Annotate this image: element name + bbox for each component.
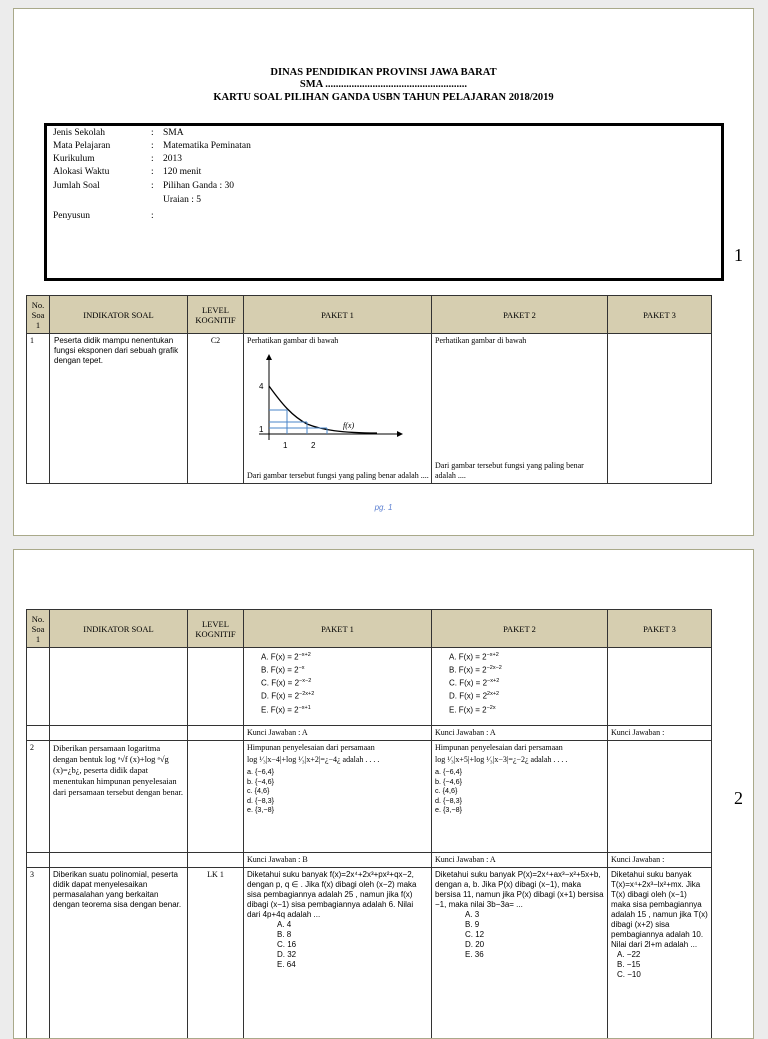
cognitive-level: C2 <box>188 334 244 484</box>
table-row <box>27 334 712 484</box>
paket1-options <box>244 648 432 726</box>
question-table-page-1 <box>26 295 712 484</box>
paket3-options <box>611 950 708 980</box>
option: C. −10 <box>617 970 708 980</box>
option: C. $F(x) = 2^{-x+2}$ <box>435 676 604 689</box>
option: B. $F(x) = 2^{-2x-2}$ <box>435 663 604 676</box>
paket1-options <box>247 920 428 970</box>
question-number: 1 <box>27 334 50 484</box>
graph-x-tick-2: 2 <box>311 441 316 450</box>
header-indikator: INDIKATOR SOAL <box>50 610 188 648</box>
option: b. {−4,6} <box>247 777 428 787</box>
option: e. {3,−8} <box>435 805 604 815</box>
paket2-intro: Perhatikan gambar di bawah <box>435 336 604 346</box>
header-paket1: PAKET 1 <box>244 610 432 648</box>
header-paket3: PAKET 3 <box>608 610 712 648</box>
option: b. {−4,6} <box>435 777 604 787</box>
option: B. 8 <box>277 930 428 940</box>
option: e. {3,−8} <box>247 805 428 815</box>
header-agency: DINAS PENDIDIKAN PROVINSI JAWA BARAT <box>14 67 753 79</box>
question-indicator: Diberikan suatu polinomial, peserta didik dapat menyelesaikan permasalahan yang berkaitan dengan teorema sisa dengan benar. <box>50 868 188 1039</box>
paket2-intro: Himpunan penyelesaian dari persamaan <box>435 743 604 753</box>
graph-x-tick-1: 1 <box>283 441 288 450</box>
graph-y-arrow-icon <box>266 354 272 360</box>
answer-key: Kunci Jawaban : <box>608 726 712 741</box>
table-row <box>27 853 712 868</box>
paket1-intro: Perhatikan gambar di bawah <box>247 336 428 346</box>
paket1-intro: Himpunan penyelesaian dari persamaan <box>247 743 428 753</box>
question-indicator: Peserta didik mampu nenentukan fungsi eksponen dari sebuah grafik dengan tepet. <box>50 334 188 484</box>
paket2-options <box>435 910 604 960</box>
paket2-outro: Dari gambar tersebut fungsi yang paling benar adalah .... <box>435 461 605 481</box>
side-page-number: 1 <box>734 245 743 266</box>
option: C. $F(x) = 2^{-x-2}$ <box>247 676 428 689</box>
exponential-graph <box>247 352 427 452</box>
table-row <box>27 648 712 726</box>
option: B. $F(x) = 2^{-x}$ <box>247 663 428 676</box>
header-title: KARTU SOAL PILIHAN GANDA USBN TAHUN PELAJARAN 2018/2019 <box>14 92 753 104</box>
option: a. {−6,4} <box>247 767 428 777</box>
header-no: No. Soa 1 <box>27 296 50 334</box>
option: E. $F(x) = 2^{-2x}$ <box>435 703 604 716</box>
option: A. 3 <box>465 910 604 920</box>
paket1-cell <box>244 334 432 484</box>
answer-key: Kunci Jawaban : A <box>244 726 432 741</box>
option: E. 36 <box>465 950 604 960</box>
header-level: LEVEL KOGNITIF <box>188 296 244 334</box>
option: D. $F(x) = 2^{2x+2}$ <box>435 689 604 702</box>
option: D. $F(x) = 2^{-2x+2}$ <box>247 689 428 702</box>
school-info-box: Jenis Sekolah : SMA Mata Pelajaran : Matematika Peminatan Kurikulum : 2013 Alokasi Waktu : 120 menit Jumlah Soal : Pilihan Ganda : 30 Uraian : 5 Penyusun : <box>44 123 724 281</box>
option: A. $F(x) = 2^{-x+2}$ <box>247 650 428 663</box>
option: C. 12 <box>465 930 604 940</box>
document-page-1 <box>13 8 754 536</box>
paket3-question: Diketahui suku banyak T(x)=x⁴+2x³−lx²+mx. Jika T(x) dibagi oleh (x−1) maka sisa pembagiannya adalah 15 , namun jika T(x) dibagi (x+2) sisa pembagiannya adalah 10. Nilai dari 2l+m adalah ... <box>611 870 708 950</box>
graph-label-1: 1 <box>259 425 264 434</box>
answer-key: Kunci Jawaban : <box>608 853 712 868</box>
paket1-outro: Dari gambar tersebut fungsi yang paling benar adalah .... <box>247 471 429 481</box>
option: A. −22 <box>617 950 708 960</box>
header-paket2: PAKET 2 <box>432 610 608 648</box>
option: B. 9 <box>465 920 604 930</box>
table-header-row <box>27 610 712 648</box>
table-row <box>27 726 712 741</box>
cognitive-level: LK 1 <box>188 868 244 1039</box>
answer-key: Kunci Jawaban : A <box>432 726 608 741</box>
answer-key: Kunci Jawaban : B <box>244 853 432 868</box>
option: D. 32 <box>277 950 428 960</box>
graph-x-arrow-icon <box>397 431 403 437</box>
option: E. 64 <box>277 960 428 970</box>
header-indikator: INDIKATOR SOAL <box>50 296 188 334</box>
side-page-number: 2 <box>734 788 743 809</box>
option: d. {−8,3} <box>435 796 604 806</box>
header-level: LEVEL KOGNITIF <box>188 610 244 648</box>
header-paket3: PAKET 3 <box>608 296 712 334</box>
paket3-cell <box>608 868 712 1039</box>
graph-function-label: f(x) <box>343 421 354 430</box>
question-indicator: Diberikan persamaan logaritma dengan bentuk log ᵃ√f (x)+log ᵃ√g (x)=¿b¿, peserta didik dapat menentukan himpunan penyelesaian dari persamaan tersebut dengan benar. <box>50 741 188 853</box>
option: c. {4,6} <box>247 786 428 796</box>
option: d. {−8,3} <box>247 796 428 806</box>
question-table-page-2 <box>26 609 712 1039</box>
paket1-equation: log ¹⁄₃|x−4|+log ¹⁄₃|x+2|=¿−4¿ adalah . . . . <box>247 755 428 765</box>
answer-key: Kunci Jawaban : A <box>432 853 608 868</box>
header-paket1: PAKET 1 <box>244 296 432 334</box>
question-number: 2 <box>27 741 50 853</box>
table-row <box>27 741 712 853</box>
page-footer: pg. 1 <box>14 503 753 512</box>
table-header-row <box>27 296 712 334</box>
option: c. {4,6} <box>435 786 604 796</box>
option: C. 16 <box>277 940 428 950</box>
question-number: 3 <box>27 868 50 1039</box>
option: D. 20 <box>465 940 604 950</box>
paket2-cell <box>432 334 608 484</box>
paket1-cell <box>244 868 432 1039</box>
paket1-cell <box>244 741 432 853</box>
header-school: SMA ...................................................... <box>14 79 753 91</box>
header-no: No. Soa 1 <box>27 610 50 648</box>
option: a. {−6,4} <box>435 767 604 777</box>
paket2-options <box>432 648 608 726</box>
graph-label-4: 4 <box>259 382 264 391</box>
option: B. −15 <box>617 960 708 970</box>
option: A. 4 <box>277 920 428 930</box>
table-row <box>27 868 712 1039</box>
paket2-cell <box>432 868 608 1039</box>
paket1-question: Diketahui suku banyak f(x)=2x⁴+2x³+px²+qx−2, dengan p, q ∈ . Jika f(x) dibagi oleh (x−2) maka sisa pembagiannya adalah 25 , namun jika f(x) dibagi (x−1) sisa pembagiannya adalah 6. Nilai dari 4p+4q adalah ... <box>247 870 428 920</box>
paket2-question: Diketahui suku banyak P(x)=2x⁴+ax³−x²+5x+b, dengan a, b. Jika P(x) dibagi (x−1), maka bersisa 11, namun jika P(x) dibagi (x+1) bersisa −1, maka nilai 3b−3a= ... <box>435 870 604 910</box>
paket2-cell <box>432 741 608 853</box>
paket2-equation: log ¹⁄₃|x+5|+log ¹⁄₃|x−3|=¿−2¿ adalah . . . . <box>435 755 604 765</box>
paket3-cell <box>608 334 712 484</box>
option: A. $F(x) = 2^{-x+2}$ <box>435 650 604 663</box>
option: E. $F(x) = 2^{-x+1}$ <box>247 703 428 716</box>
document-page-2 <box>13 549 754 1039</box>
header-paket2: PAKET 2 <box>432 296 608 334</box>
